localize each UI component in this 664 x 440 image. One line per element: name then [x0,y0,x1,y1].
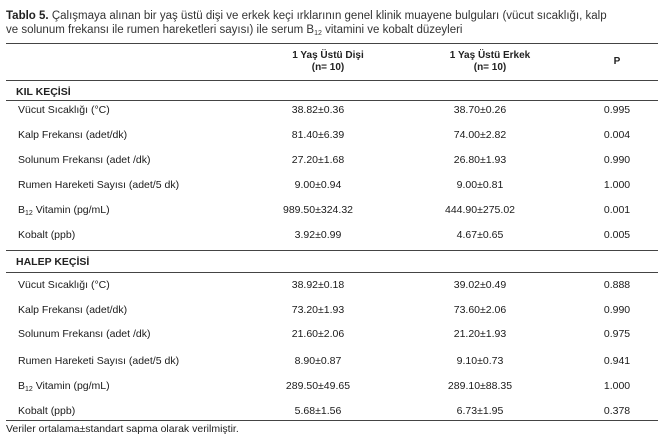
label-rest: Vitamin (pg/mL) [32,204,110,216]
female-value: 38.92±0.18 [291,279,345,291]
row-label: Solunum Frekansı (adet /dk) [18,328,151,340]
label-b: B [18,204,26,216]
male-value: 9.00±0.81 [456,179,504,191]
male-value: 21.20±1.93 [453,328,507,340]
section-rule [6,272,658,273]
male-value: 289.10±88.35 [447,380,513,392]
p-value: 0.941 [603,355,631,367]
female-value: 73.20±1.93 [291,304,345,316]
row-label: Rumen Hareketi Sayısı (adet/5 dk) [18,355,180,367]
table-row [0,129,664,143]
female-value: 989.50±324.32 [283,204,353,216]
p-value: 0.005 [603,229,631,241]
header-female [258,50,398,74]
caption-label: Tablo 5. [6,10,49,22]
male-value: 444.90±275.02 [445,204,515,216]
header-female-title: 1 Yaş Üstü Dişi [292,50,364,61]
table-row [0,304,664,318]
caption-subscript: 12 [314,30,322,37]
label-rest: Vitamin (pg/mL) [32,380,110,392]
table-row [0,405,664,419]
table-row [0,204,664,218]
female-value: 8.90±0.87 [294,355,342,367]
bottom-rule [6,420,658,421]
header-male [420,50,560,74]
male-value: 9.10±0.73 [456,355,504,367]
row-label [18,204,110,217]
table-caption [6,9,658,41]
p-value: 0.975 [603,328,631,340]
table-row [0,279,664,293]
row-label: Vücut Sıcaklığı (°C) [18,279,110,291]
female-value: 5.68±1.56 [294,405,342,417]
caption-text-line1: Çalışmaya alınan bir yaş üstü dişi ve erkek keçi ırklarının genel klinik muayene bulguları (vücut sıcaklığı, kalp [51,10,607,22]
p-value: 0.378 [603,405,631,417]
female-value: 27.20±1.68 [291,154,345,166]
male-value: 4.67±0.65 [456,229,504,241]
male-value: 74.00±2.82 [453,129,507,141]
label-b: B [18,380,26,392]
p-value: 0.001 [603,204,631,216]
header-male-n: (n= 10) [473,62,507,73]
table-row [0,179,664,193]
p-value: 0.995 [603,104,631,116]
label-subscript: 12 [25,210,33,217]
female-value: 38.82±0.36 [291,104,345,116]
top-rule [6,43,658,44]
header-p-label: P [613,56,621,67]
row-label: Kalp Frekansı (adet/dk) [18,304,128,316]
footnote: Veriler ortalama±standart sapma olarak verilmiştir. [6,423,239,435]
male-value: 73.60±2.06 [453,304,507,316]
table-row [0,380,664,394]
table-row [0,328,664,342]
female-value: 9.00±0.94 [294,179,342,191]
header-p [590,56,644,68]
label-subscript: 12 [25,386,33,393]
header-female-n: (n= 10) [311,62,345,73]
table-row [0,355,664,369]
row-label: Vücut Sıcaklığı (°C) [18,104,110,116]
male-value: 26.80±1.93 [453,154,507,166]
male-value: 38.70±0.26 [453,104,507,116]
section-title: HALEP KEÇİSİ [16,256,90,268]
female-value: 3.92±0.99 [294,229,342,241]
p-value: 1.000 [603,179,631,191]
p-value: 1.000 [603,380,631,392]
section-divider-rule [6,250,658,251]
header-male-title: 1 Yaş Üstü Erkek [449,50,531,61]
table-row [0,104,664,118]
section-rule [6,100,658,101]
p-value: 0.990 [603,154,631,166]
header-rule [6,80,658,81]
row-label: Kalp Frekansı (adet/dk) [18,129,128,141]
row-label: Rumen Hareketi Sayısı (adet/5 dk) [18,179,180,191]
p-value: 0.990 [603,304,631,316]
p-value: 0.004 [603,129,631,141]
male-value: 39.02±0.49 [453,279,507,291]
table-row [0,229,664,243]
table-row [0,154,664,168]
male-value: 6.73±1.95 [456,405,504,417]
female-value: 21.60±2.06 [291,328,345,340]
p-value: 0.888 [603,279,631,291]
female-value: 81.40±6.39 [291,129,345,141]
caption-text-line2a: ve solunum frekansı ile rumen hareketleri sayısı) ile serum B [6,24,315,36]
row-label [18,380,110,393]
section-title: KIL KEÇİSİ [16,86,71,98]
row-label: Kobalt (ppb) [18,405,76,417]
row-label: Kobalt (ppb) [18,229,76,241]
caption-text-line2b: vitamini ve kobalt düzeyleri [321,24,463,36]
row-label: Solunum Frekansı (adet /dk) [18,154,151,166]
female-value: 289.50±49.65 [285,380,351,392]
